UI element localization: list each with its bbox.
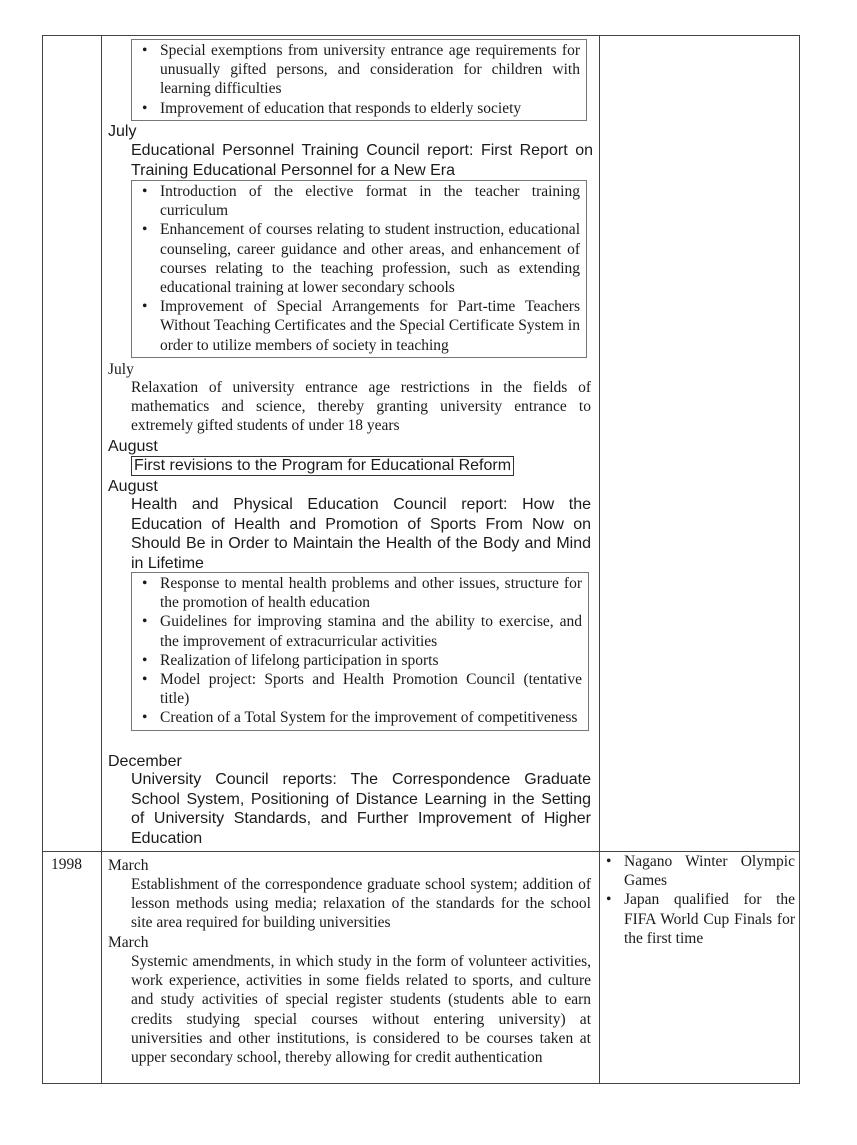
entry-month: March — [108, 934, 149, 951]
year-label: 1998 — [51, 856, 82, 873]
list-item: • Model project: Sports and Health Promotion Council (tentative title) — [132, 670, 588, 708]
entry-month: August — [108, 438, 158, 455]
column-divider-year — [101, 36, 102, 1083]
list-item: • Improvement of education that responds to elderly society — [132, 99, 586, 118]
list-item: • Enhancement of courses relating to student instruction, educational counseling, career guidance and other areas, and enhancement of courses relating to the teaching profession, such as extending educational training at lower secondary schools — [132, 220, 586, 297]
list-item: • Improvement of Special Arrangements for Part-time Teachers Without Teaching Certificates and the Special Certificate System in order to utilize members of society in teaching — [132, 297, 586, 355]
list-item: • Guidelines for improving stamina and the ability to exercise, and the improvement of extracurricular activities — [132, 612, 588, 650]
history-table — [42, 35, 800, 1084]
entry-month: July — [108, 361, 134, 378]
list-item: • Response to mental health problems and other issues, structure for the promotion of health education — [132, 574, 588, 612]
entry-title: Health and Physical Education Council report: How the Education of Health and Promotion of Sports From Now on Should Be in Order to Maintain the Health of the Body and Mind in Lifetime — [131, 496, 591, 572]
entry-text: University Council reports: The Correspondence Graduate School System, Positioning of Distance Learning in the Setting of University Standards, and Further Improvement of Higher Education — [131, 771, 591, 847]
list-item: • Creation of a Total System for the improvement of competitiveness — [132, 708, 588, 727]
list-item: • Special exemptions from university entrance age requirements for unusually gifted persons, and consideration for children with learning difficulties — [132, 41, 586, 99]
health-education-list-box — [131, 572, 589, 731]
list-item: • Japan qualified for the FIFA World Cup Finals for the first time — [600, 890, 795, 948]
entry-text: Systemic amendments, in which study in the form of volunteer activities, work experience, activities in some fields related to sports, and culture and study activities of special register students (students able to earn credits studying special courses without entering university) at universities and other institutions, is considered to be courses taken at upper secondary school, thereby allowing for credit authentication — [131, 953, 591, 1067]
entry-month: March — [108, 857, 149, 874]
list-item: • Nagano Winter Olympic Games — [600, 852, 795, 890]
list-item: • Realization of lifelong participation in sports — [132, 651, 588, 670]
entry-month: August — [108, 478, 158, 495]
events-list — [600, 852, 795, 948]
entry-text: Relaxation of university entrance age restrictions in the fields of mathematics and science, thereby granting university entrance to extremely gifted students of under 18 years — [131, 379, 591, 435]
entry-month: July — [108, 123, 137, 140]
program-reform-box: First revisions to the Program for Educational Reform — [131, 456, 514, 476]
teacher-training-list-box — [131, 180, 587, 358]
entry-month: December — [108, 753, 182, 770]
list-item: • Introduction of the elective format in the teacher training curriculum — [132, 182, 586, 220]
top-list-box — [131, 39, 587, 121]
entry-text: Establishment of the correspondence graduate school system; addition of lesson methods using media; relaxation of the standards for the school site area required for building universities — [131, 876, 591, 932]
entry-title: Educational Personnel Training Council report: First Report on Training Educational Personnel for a New Era — [131, 142, 593, 179]
